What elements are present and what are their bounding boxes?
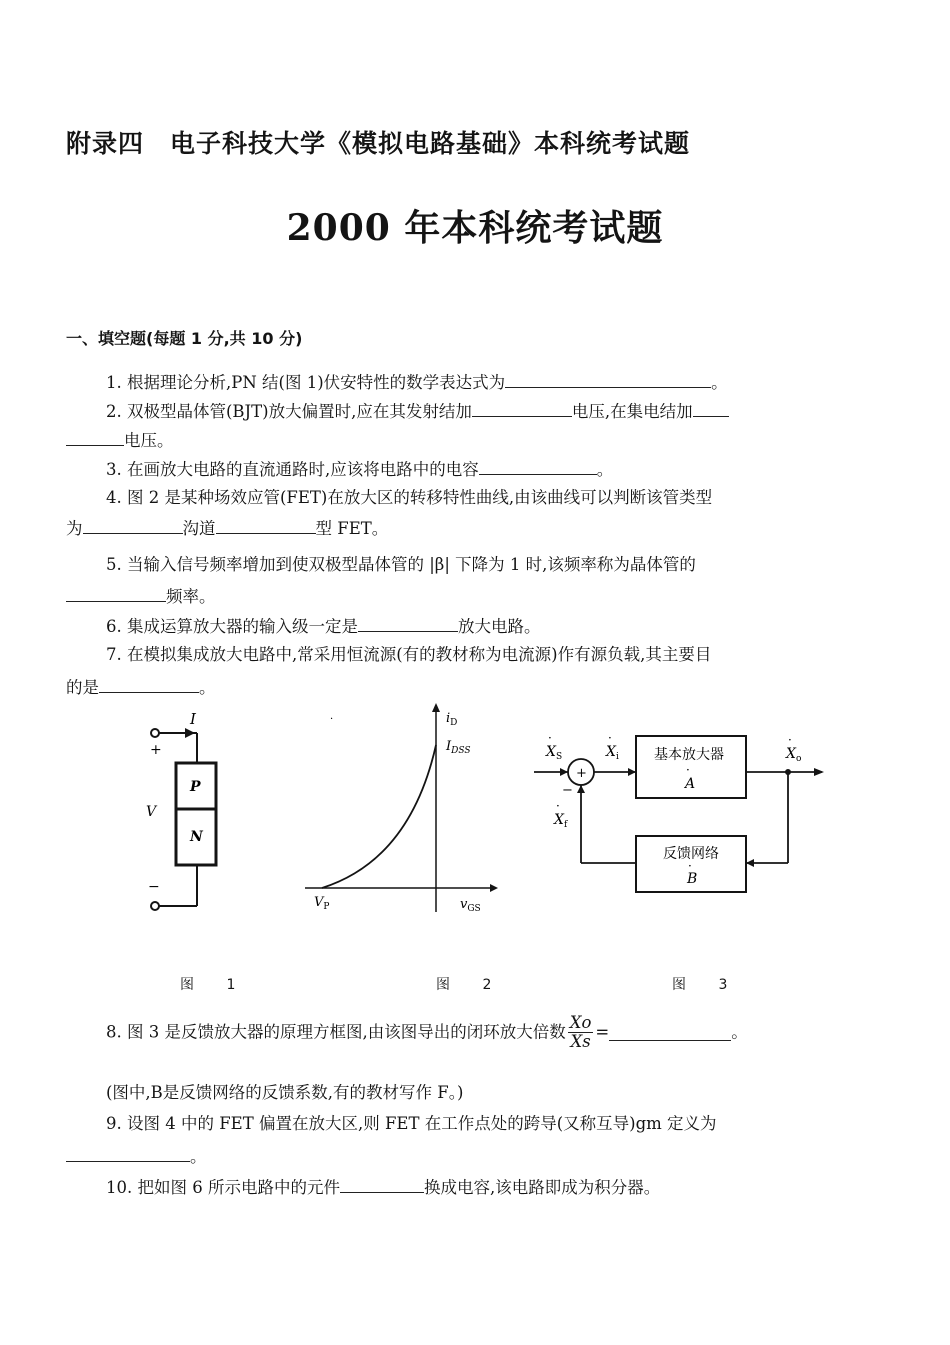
answer-blank[interactable] bbox=[216, 517, 316, 534]
question-text: 6. 集成运算放大器的输入级一定是 bbox=[106, 617, 358, 636]
question-text: 。 bbox=[731, 1022, 748, 1042]
plus-label: + bbox=[150, 742, 162, 758]
question-9-cont bbox=[66, 1145, 207, 1167]
answer-blank[interactable] bbox=[66, 1145, 190, 1162]
question-10 bbox=[106, 1176, 660, 1198]
question-text: (图中,B是反馈网络的反馈系数,有的教材写作 F。) bbox=[106, 1083, 464, 1102]
y-axis-label: $i_D$ bbox=[446, 711, 458, 728]
question-text: 的是 bbox=[66, 678, 99, 697]
amplifier-symbol: A bbox=[685, 776, 696, 792]
figure-2-transfer-curve bbox=[300, 700, 500, 920]
current-arrow bbox=[185, 728, 195, 738]
question-text: 型 FET。 bbox=[315, 519, 389, 538]
stray-mark: · bbox=[330, 714, 334, 725]
svg-text:·: · bbox=[788, 733, 792, 747]
question-text: 。 bbox=[190, 1147, 207, 1166]
answer-blank[interactable] bbox=[66, 585, 166, 602]
question-text: 10. 把如图 6 所示电路中的元件 bbox=[106, 1178, 340, 1197]
question-text: 电压,在集电结加 bbox=[571, 402, 693, 421]
voltage-label: V bbox=[146, 804, 157, 820]
question-text: 4. 图 2 是某种场效应管(FET)在放大区的转移特性曲线,由该曲线可以判断该管类型 bbox=[106, 488, 713, 507]
fraction-numerator: Xo bbox=[569, 1013, 592, 1032]
question-text: 9. 设图 4 中的 FET 偏置在放大区,则 FET 在工作点处的跨导(又称互导)gm 定义为 bbox=[106, 1114, 717, 1133]
question-text: 2. 双极型晶体管(BJT)放大偏置时,应在其发射结加 bbox=[106, 402, 472, 421]
minus-label: − bbox=[148, 879, 160, 895]
question-text: 频率。 bbox=[166, 587, 216, 606]
figure-3-feedback-diagram bbox=[530, 730, 830, 900]
question-text: 。 bbox=[199, 678, 216, 697]
question-2 bbox=[106, 400, 729, 422]
fraction-denominator: Xs bbox=[570, 1032, 591, 1051]
xi-label: $X_i$ bbox=[606, 744, 619, 762]
question-text: 7. 在模拟集成放大电路中,常采用恒流源(有的教材称为电流源)作有源负载,其主要目 bbox=[106, 645, 712, 664]
answer-blank[interactable] bbox=[66, 429, 124, 446]
question-text: 8. 图 3 是反馈放大器的原理方框图,由该图导出的闭环放大倍数 bbox=[106, 1022, 566, 1042]
question-text: 。 bbox=[596, 460, 614, 479]
sum-minus: − bbox=[562, 783, 573, 798]
svg-text:·: · bbox=[608, 731, 612, 745]
answer-blank[interactable] bbox=[99, 676, 199, 693]
question-2-cont bbox=[66, 429, 174, 451]
figure-1-pn-junction bbox=[130, 706, 240, 921]
answer-blank[interactable] bbox=[505, 371, 711, 388]
closed-loop-gain-fraction bbox=[568, 1014, 594, 1051]
answer-blank[interactable] bbox=[340, 1176, 424, 1193]
sum-plus: + bbox=[576, 766, 587, 781]
question-7 bbox=[106, 645, 711, 665]
vp-label: $V_P$ bbox=[314, 895, 330, 912]
question-text: 1. 根据理论分析,PN 结(图 1)伏安特性的数学表达式为 bbox=[106, 373, 506, 392]
svg-text:·: · bbox=[686, 763, 690, 777]
question-4-cont bbox=[66, 517, 388, 539]
transfer-curve bbox=[322, 745, 436, 888]
question-4 bbox=[106, 488, 712, 508]
figure-1-caption: 图 1 bbox=[180, 977, 250, 993]
question-text: 换成电容,该电路即成为积分器。 bbox=[423, 1178, 661, 1197]
xs-label: $X_S$ bbox=[546, 744, 563, 762]
answer-blank[interactable] bbox=[83, 517, 183, 534]
appendix-title: 附录四 电子科技大学《模拟电路基础》本科统考试题 bbox=[66, 129, 691, 158]
question-3 bbox=[106, 458, 613, 480]
answer-blank[interactable] bbox=[472, 400, 572, 417]
figure-2-caption: 图 2 bbox=[436, 977, 506, 993]
xo-label: $X_o$ bbox=[786, 746, 802, 764]
question-text: 为 bbox=[66, 519, 83, 538]
section-title: 一、填空题(每题 1 分,共 10 分) bbox=[66, 329, 303, 348]
exam-title: 2000 年本科统考试题 bbox=[286, 207, 664, 249]
question-8 bbox=[106, 1014, 748, 1051]
feedback-symbol: B bbox=[687, 871, 698, 887]
terminal-top bbox=[151, 729, 159, 737]
question-1 bbox=[106, 371, 728, 393]
amplifier-label: 基本放大器 bbox=[654, 747, 724, 763]
figure-3-caption: 图 3 bbox=[672, 977, 742, 993]
svg-text:·: · bbox=[556, 799, 560, 813]
answer-blank[interactable] bbox=[693, 400, 729, 417]
answer-blank[interactable] bbox=[609, 1024, 731, 1041]
answer-blank[interactable] bbox=[358, 615, 458, 632]
terminal-bottom bbox=[151, 902, 159, 910]
current-label: I bbox=[190, 710, 196, 728]
x-axis-label: $v_{GS}$ bbox=[460, 897, 481, 914]
answer-blank[interactable] bbox=[479, 458, 597, 475]
question-text: 放大电路。 bbox=[458, 617, 541, 636]
question-8-note bbox=[106, 1083, 463, 1103]
feedback-label: 反馈网络 bbox=[663, 846, 719, 862]
question-5 bbox=[106, 555, 696, 575]
xf-label: $X_f$ bbox=[554, 812, 568, 830]
equals-sign: = bbox=[595, 1022, 610, 1042]
question-5-cont bbox=[66, 585, 216, 607]
question-text: 沟道 bbox=[182, 519, 216, 538]
svg-text:·: · bbox=[548, 731, 552, 745]
question-text: 。 bbox=[711, 373, 728, 392]
n-region-label: N bbox=[190, 829, 203, 845]
question-6 bbox=[106, 615, 541, 637]
question-9 bbox=[106, 1114, 717, 1134]
idss-label: $I_{DSS}$ bbox=[446, 739, 471, 756]
svg-text:·: · bbox=[688, 859, 692, 873]
p-region-label: P bbox=[190, 779, 201, 795]
question-text: 3. 在画放大电路的直流通路时,应该将电路中的电容 bbox=[106, 460, 479, 479]
question-7-cont bbox=[66, 676, 216, 698]
question-text: 电压。 bbox=[124, 431, 174, 450]
question-text: 5. 当输入信号频率增加到使双极型晶体管的 |β| 下降为 1 时,该频率称为晶体管的 bbox=[106, 555, 696, 574]
